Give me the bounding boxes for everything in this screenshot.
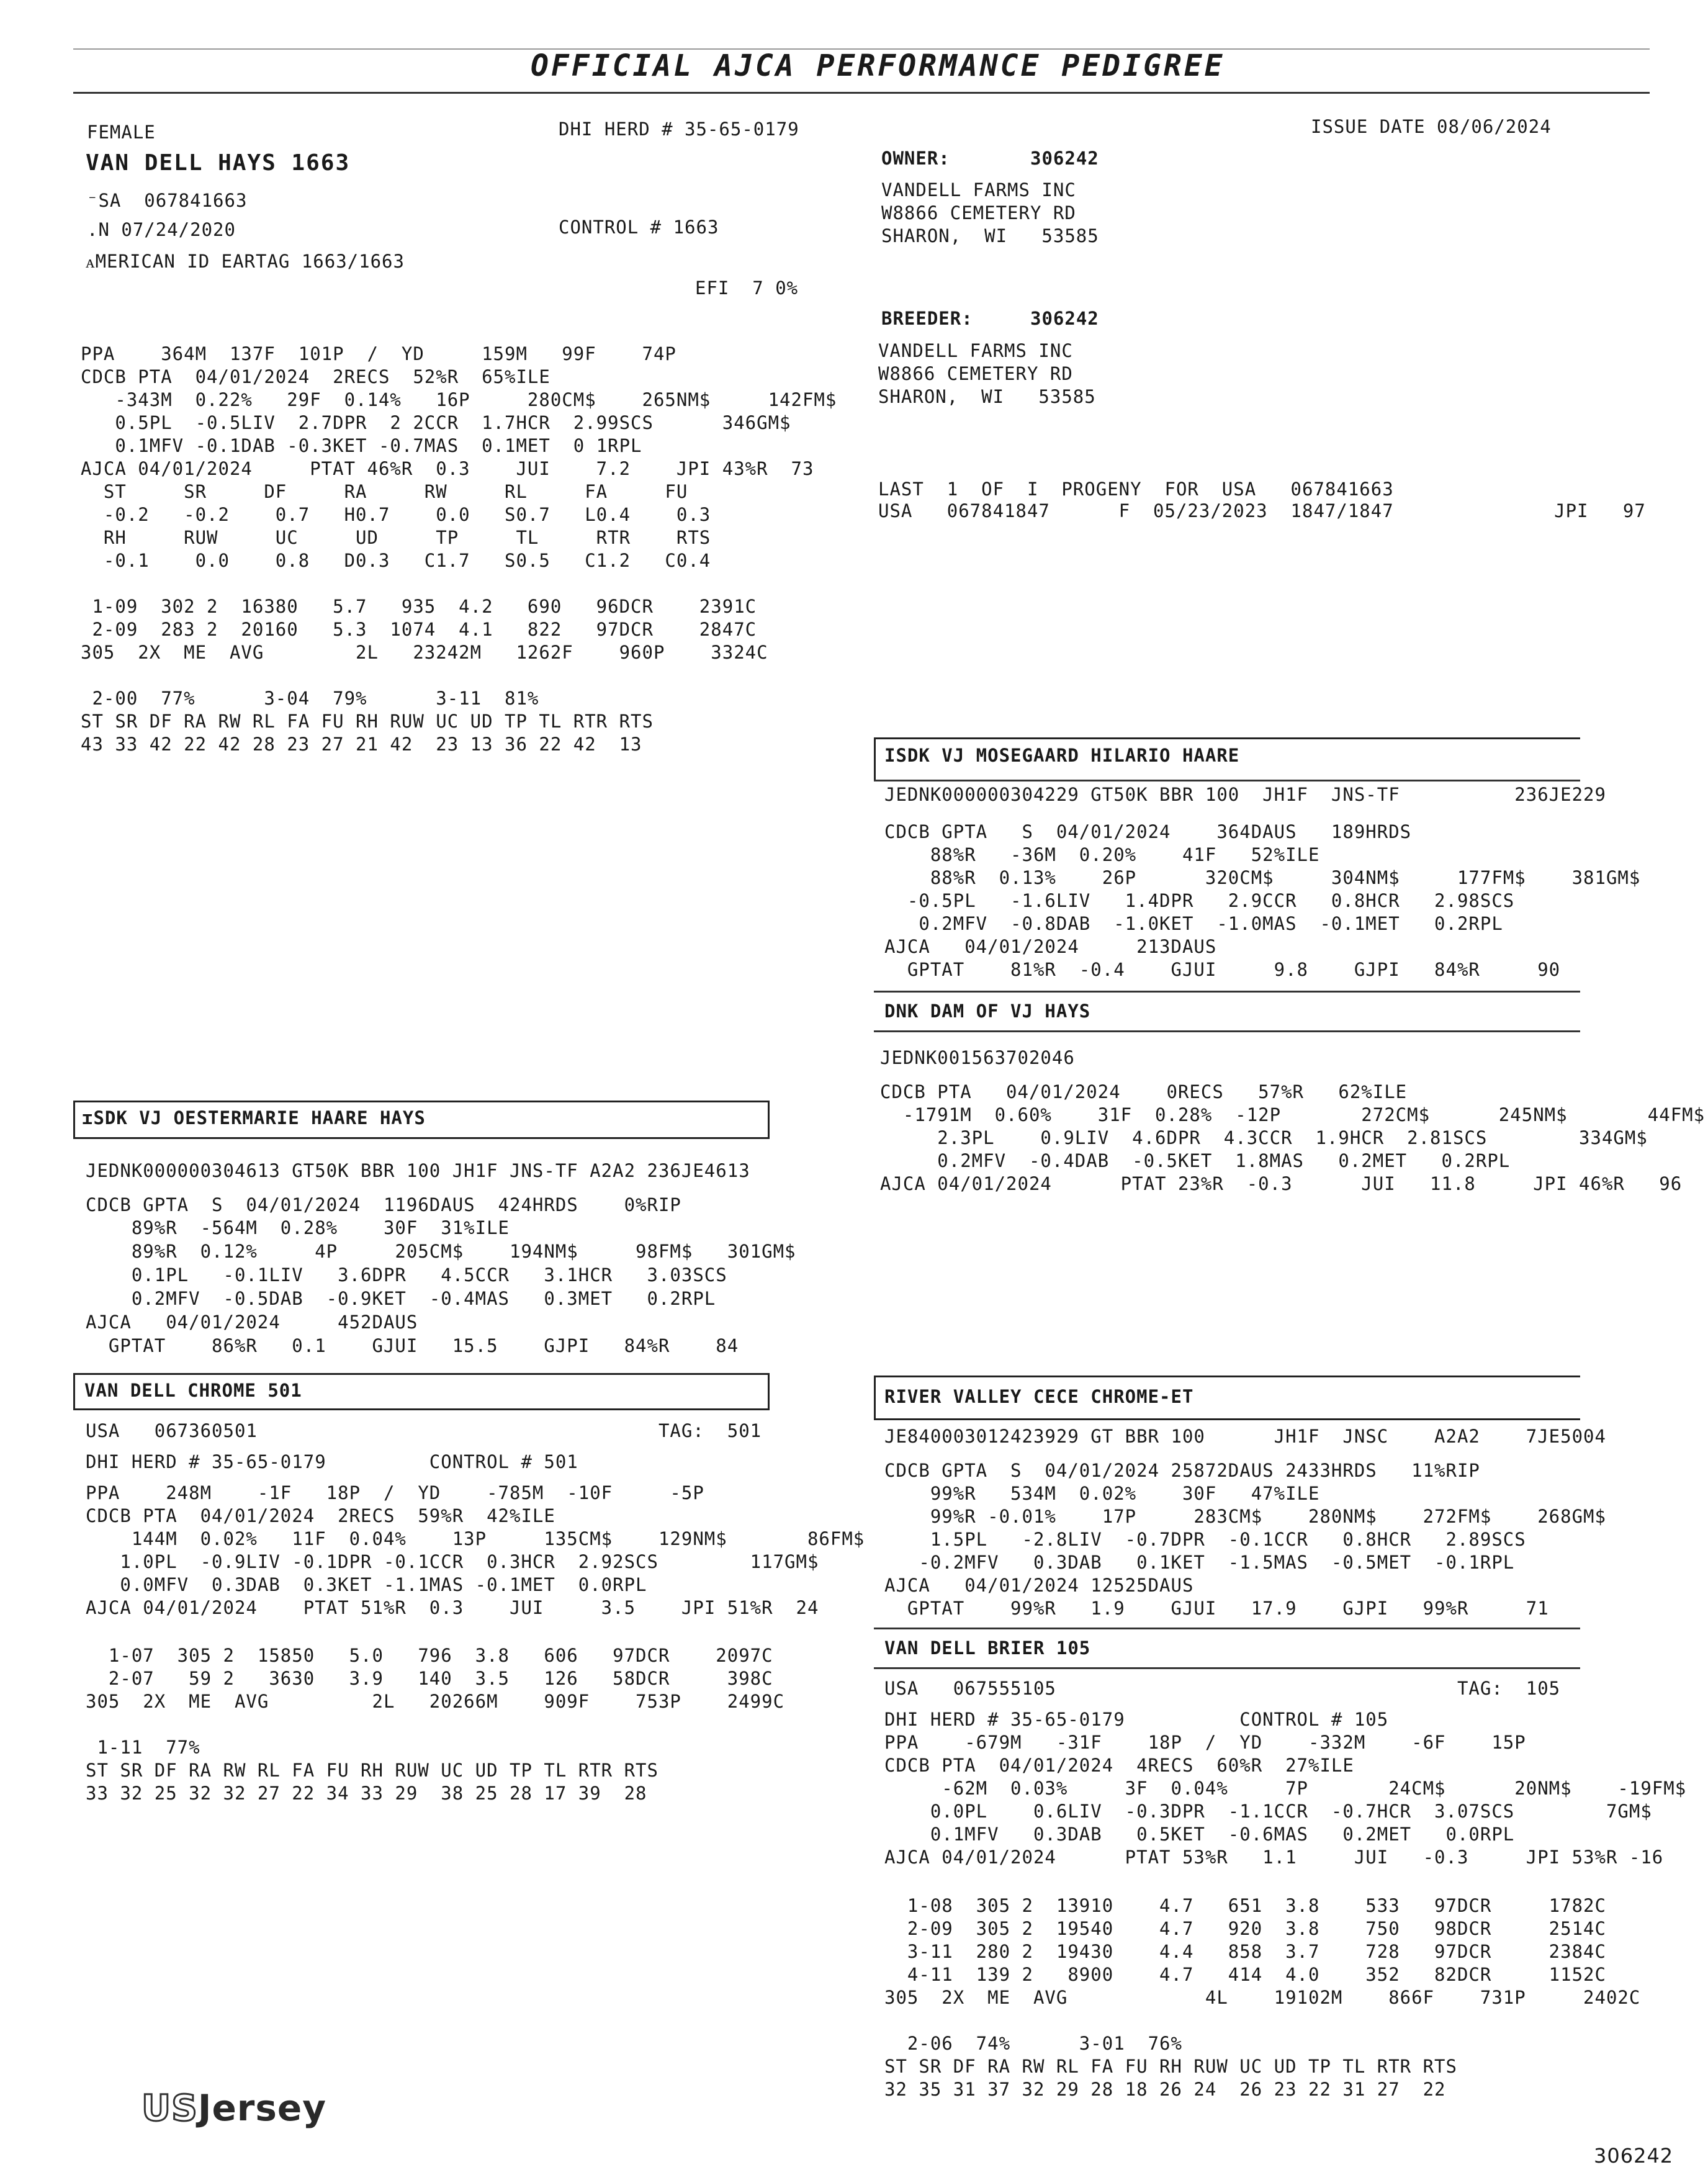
text-line: PPA -679M -31F 18P / YD -332M -6F 15P xyxy=(884,1732,1526,1753)
logo-jersey-text: Jersey xyxy=(197,2087,327,2129)
text-line: 2.3PL 0.9LIV 4.6DPR 4.3CCR 1.9HCR 2.81SCS 334GM$ xyxy=(880,1127,1648,1148)
text-line: 0.0MFV 0.3DAB 0.3KET -1.1MAS -0.1MET 0.0RPL xyxy=(86,1574,647,1595)
title-underline xyxy=(73,92,1650,94)
sire-dam-top-rule xyxy=(874,991,1580,993)
breeder-id: 306242 xyxy=(1030,308,1099,329)
text-line: 43 33 42 22 42 28 23 27 21 42 23 13 36 22 42 13 xyxy=(81,734,642,755)
text-line: 1-08 305 2 13910 4.7 651 3.8 533 97DCR 1782C xyxy=(884,1895,1606,1916)
text-line: CDCB PTA 04/01/2024 4RECS 60%R 27%ILE xyxy=(884,1755,1354,1776)
text-line: -343M 0.22% 29F 0.14% 16P 280CM$ 265NM$ 142FM$ xyxy=(81,389,837,410)
sire-dam-bottom-rule xyxy=(874,1030,1580,1032)
text-line: -62M 0.03% 3F 0.04% 7P 24CM$ 20NM$ -19FM$ xyxy=(884,1778,1687,1799)
animal-name: VAN DELL HAYS 1663 xyxy=(86,150,351,176)
page-id: 306242 xyxy=(1594,2144,1674,2168)
owner-label: OWNER: xyxy=(881,148,950,169)
text-line: 2-09 283 2 20160 5.3 1074 4.1 822 97DCR 2847C xyxy=(81,619,757,640)
owner-address-line: W8866 CEMETERY RD xyxy=(881,202,1076,223)
text-line: 0.2MFV -0.4DAB -0.5KET 1.8MAS 0.2MET 0.2RPL xyxy=(880,1150,1511,1171)
animal-control: CONTROL # 1663 xyxy=(559,217,719,238)
text-line: 1.5PL -2.8LIV -0.7DPR -0.1CCR 0.8HCR 2.89SCS xyxy=(884,1529,1526,1550)
text-line: 89%R -564M 0.28% 30F 31%ILE xyxy=(86,1217,510,1238)
breeder-address-line: W8866 CEMETERY RD xyxy=(878,363,1073,384)
text-line: AJCA 04/01/2024 213DAUS xyxy=(884,936,1217,957)
text-line: 3-11 280 2 19430 4.4 858 3.7 728 97DCR 2384C xyxy=(884,1941,1606,1962)
text-line: 0.1PL -0.1LIV 3.6DPR 4.5CCR 3.1HCR 3.03SCS xyxy=(86,1264,727,1286)
text-line: ST SR DF RA RW RL FA FU xyxy=(81,481,688,502)
progeny-line: USA 067841847 F 05/23/2023 1847/1847 JPI 97 xyxy=(878,500,1646,521)
text-line: AJCA 04/01/2024 PTAT 53%R 1.1 JUI -0.3 JPI 53%R -16 xyxy=(884,1847,1664,1868)
text-line: 1-09 302 2 16380 5.7 935 4.2 690 96DCR 2391C xyxy=(81,596,757,617)
usjersey-logo xyxy=(142,2087,326,2129)
text-line: 305 2X ME AVG 2L 23242M 1262F 960P 3324C xyxy=(81,642,768,663)
text-line: AJCA 04/01/2024 PTAT 23%R -0.3 JUI 11.8 JPI 46%R 96 xyxy=(880,1173,1683,1194)
text-line: CDCB GPTA S 04/01/2024 364DAUS 189HRDS xyxy=(884,821,1412,842)
breeder-label: BREEDER: xyxy=(881,308,973,329)
text-line: AJCA 04/01/2024 PTAT 51%R 0.3 JUI 3.5 JPI 51%R 24 xyxy=(86,1597,819,1618)
dam-name: VAN DELL CHROME 501 xyxy=(84,1380,302,1401)
text-line: CDCB GPTA S 04/01/2024 25872DAUS 2433HRDS 11%RIP xyxy=(884,1460,1480,1481)
text-line: USA 067555105 TAG: 105 xyxy=(884,1678,1561,1699)
page-title: OFFICIAL AJCA PERFORMANCE PEDIGREE xyxy=(531,48,1225,83)
text-line: 33 32 25 32 32 27 22 34 33 29 38 25 28 17 39 28 xyxy=(86,1783,647,1804)
owner-address-line: VANDELL FARMS INC xyxy=(881,179,1076,200)
text-line: CDCB PTA 04/01/2024 2RECS 52%R 65%ILE xyxy=(81,366,551,387)
text-line: JE840003012423929 GT BBR 100 JH1F JNSC A2A2 7JE5004 xyxy=(884,1426,1606,1447)
text-line: PPA 248M -1F 18P / YD -785M -10F -5P xyxy=(86,1482,704,1503)
text-line: ST SR DF RA RW RL FA FU RH RUW UC UD TP TL RTR RTS xyxy=(81,711,654,732)
dam-sire-name: RIVER VALLEY CECE CHROME-ET xyxy=(884,1386,1194,1407)
text-line: 0.5PL -0.5LIV 2.7DPR 2 2CCR 1.7HCR 2.99SCS 346GM$ xyxy=(81,412,791,433)
text-line: -0.5PL -1.6LIV 1.4DPR 2.9CCR 0.8HCR 2.98SCS xyxy=(884,890,1515,911)
text-line: PPA 364M 137F 101P / YD 159M 99F 74P xyxy=(81,343,676,364)
text-line: AJCA 04/01/2024 12525DAUS xyxy=(884,1575,1194,1596)
dam-dam-name: VAN DELL BRIER 105 xyxy=(884,1637,1091,1659)
animal-herd: DHI HERD # 35-65-0179 xyxy=(559,119,799,140)
text-line: 305 2X ME AVG 2L 20266M 909F 753P 2499C xyxy=(86,1691,785,1712)
text-line: 99%R 534M 0.02% 30F 47%ILE xyxy=(884,1483,1320,1504)
text-line: 0.1MFV -0.1DAB -0.3KET -0.7MAS 0.1MET 0 1RPL xyxy=(81,435,642,456)
text-line: -1791M 0.60% 31F 0.28% -12P 272CM$ 245NM$ 44FM$ xyxy=(880,1104,1706,1125)
animal-sex: FEMALE xyxy=(87,122,156,143)
text-line: 305 2X ME AVG 4L 19102M 866F 731P 2402C xyxy=(884,1987,1641,2008)
text-line: USA 067360501 TAG: 501 xyxy=(86,1420,762,1441)
text-line: 1-07 305 2 15850 5.0 796 3.8 606 97DCR 2097C xyxy=(86,1645,773,1666)
progeny-line: LAST 1 OF I PROGENY FOR USA 067841663 xyxy=(878,479,1394,500)
text-line: 0.0PL 0.6LIV -0.3DPR -1.1CCR -0.7HCR 3.07SCS 7GM$ xyxy=(884,1801,1652,1822)
text-line: AJCA 04/01/2024 PTAT 46%R 0.3 JUI 7.2 JPI 43%R 73 xyxy=(81,458,814,479)
text-line: GPTAT 86%R 0.1 GJUI 15.5 GJPI 84%R 84 xyxy=(86,1335,739,1356)
text-line: 99%R -0.01% 17P 283CM$ 280NM$ 272FM$ 268GM$ xyxy=(884,1506,1606,1527)
text-line: 4-11 139 2 8900 4.7 414 4.0 352 82DCR 1152C xyxy=(884,1964,1606,1985)
text-line: JEDNK000000304229 GT50K BBR 100 JH1F JNS-TF 236JE229 xyxy=(884,784,1606,805)
text-line: JEDNK001563702046 xyxy=(880,1047,1075,1068)
text-line: ST SR DF RA RW RL FA FU RH RUW UC UD TP TL RTR RTS xyxy=(884,2056,1457,2077)
text-line: -0.1 0.0 0.8 D0.3 C1.7 S0.5 C1.2 C0.4 xyxy=(81,550,711,571)
text-line: 88%R 0.13% 26P 320CM$ 304NM$ 177FM$ 381GM$ xyxy=(884,867,1641,888)
text-line: GPTAT 99%R 1.9 GJUI 17.9 GJPI 99%R 71 xyxy=(884,1598,1549,1619)
text-line: AJCA 04/01/2024 452DAUS xyxy=(86,1312,418,1333)
animal-birth-date: .N 07/24/2020 xyxy=(87,219,236,240)
issue-date: ISSUE DATE 08/06/2024 xyxy=(1311,116,1552,137)
text-line: GPTAT 81%R -0.4 GJUI 9.8 GJPI 84%R 90 xyxy=(884,959,1561,980)
text-line: DHI HERD # 35-65-0179 CONTROL # 105 xyxy=(884,1709,1389,1730)
text-line: 0.2MFV -0.8DAB -1.0KET -1.0MAS -0.1MET 0.2RPL xyxy=(884,913,1503,934)
text-line: -0.2 -0.2 0.7 H0.7 0.0 S0.7 L0.4 0.3 xyxy=(81,504,711,525)
text-line: 1.0PL -0.9LIV -0.1DPR -0.1CCR 0.3HCR 2.92SCS 117GM$ xyxy=(86,1551,819,1572)
text-line: 1-11 77% xyxy=(86,1737,200,1758)
text-line: 2-00 77% 3-04 79% 3-11 81% xyxy=(81,688,539,709)
sire-dam-name: DNK DAM OF VJ HAYS xyxy=(884,1001,1091,1022)
sire-sire-name: ISDK VJ MOSEGAARD HILARIO HAARE xyxy=(884,745,1240,766)
text-line: JEDNK000000304613 GT50K BBR 100 JH1F JNS-TF A2A2 236JE4613 xyxy=(86,1160,750,1181)
text-line: ST SR DF RA RW RL FA FU RH RUW UC UD TP TL RTR RTS xyxy=(86,1760,658,1781)
breeder-address-line: SHARON, WI 53585 xyxy=(878,386,1096,407)
dam-dam-top-rule xyxy=(874,1628,1580,1629)
sire-sire-box-bottom xyxy=(874,780,1580,781)
animal-efi: EFI 7 0% xyxy=(695,277,799,299)
text-line: -0.2MFV 0.3DAB 0.1KET -1.5MAS -0.5MET -0.1RPL xyxy=(884,1552,1515,1573)
owner-address-line: SHARON, WI 53585 xyxy=(881,225,1099,246)
text-line: 89%R 0.12% 4P 205CM$ 194NM$ 98FM$ 301GM$ xyxy=(86,1241,796,1262)
sire-name: ɪSDK VJ OESTERMARIE HAARE HAYS xyxy=(82,1107,426,1128)
text-line: CDCB PTA 04/01/2024 0RECS 57%R 62%ILE xyxy=(880,1081,1408,1102)
text-line: CDCB GPTA S 04/01/2024 1196DAUS 424HRDS 0%RIP xyxy=(86,1194,681,1215)
text-line: CDCB PTA 04/01/2024 2RECS 59%R 42%ILE xyxy=(86,1505,555,1526)
dam-dam-bottom-rule xyxy=(874,1667,1580,1669)
text-line: 2-06 74% 3-01 76% xyxy=(884,2033,1182,2054)
logo-us-text: US xyxy=(142,2087,198,2129)
text-line: 88%R -36M 0.20% 41F 52%ILE xyxy=(884,844,1320,865)
text-line: DHI HERD # 35-65-0179 CONTROL # 501 xyxy=(86,1451,578,1472)
text-line: RH RUW UC UD TP TL RTR RTS xyxy=(81,527,711,548)
text-line: 0.2MFV -0.5DAB -0.9KET -0.4MAS 0.3MET 0.2RPL xyxy=(86,1288,716,1309)
text-line: 0.1MFV 0.3DAB 0.5KET -0.6MAS 0.2MET 0.0RPL xyxy=(884,1824,1515,1845)
text-line: 2-09 305 2 19540 4.7 920 3.8 750 98DCR 2514C xyxy=(884,1918,1606,1939)
owner-id: 306242 xyxy=(1030,148,1099,169)
text-line: 2-07 59 2 3630 3.9 140 3.5 126 58DCR 398C xyxy=(86,1668,773,1689)
animal-eartag: ᴀMERICAN ID EARTAG 1663/1663 xyxy=(86,251,405,272)
text-line: 144M 0.02% 11F 0.04% 13P 135CM$ 129NM$ 86FM$ xyxy=(86,1528,865,1549)
animal-registration: ⁻SA 067841663 xyxy=(87,190,248,211)
text-line: 32 35 31 37 32 29 28 18 26 24 26 23 22 31 27 22 xyxy=(884,2079,1446,2100)
breeder-address-line: VANDELL FARMS INC xyxy=(878,340,1073,361)
